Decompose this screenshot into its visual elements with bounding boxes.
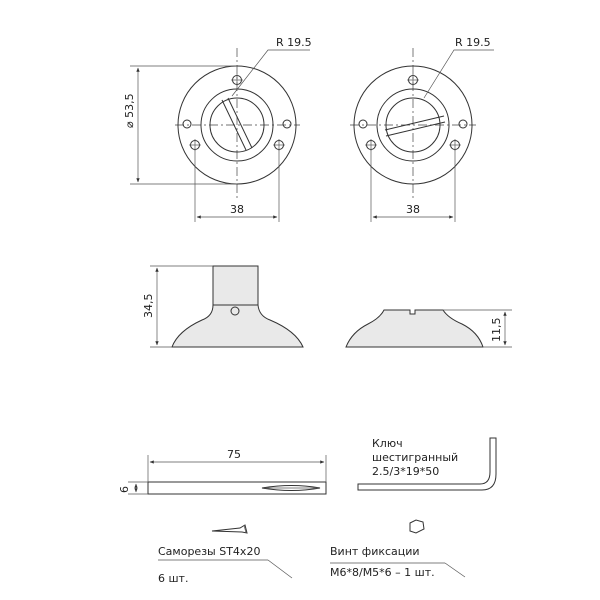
mount-hole (273, 139, 285, 151)
setscrew-spec: M6*8/M5*6 – 1 шт. (330, 566, 435, 579)
flange-top-view-right (350, 36, 494, 222)
mount-hole (189, 139, 201, 151)
screws-label: Саморезы ST4x20 (158, 545, 261, 558)
mount-hole (365, 139, 377, 151)
key-label-line3: 2.5/3*19*50 (372, 465, 440, 478)
hole-spacing-label-right: 38 (406, 203, 420, 216)
length-label: 75 (227, 448, 241, 461)
diameter-label: ⌀ 53,5 (123, 93, 136, 128)
thickness-label: 6 (118, 486, 131, 493)
key-label-line2: шестигранный (372, 451, 459, 464)
tube-part (118, 448, 326, 494)
flange-side-view-right (346, 310, 512, 347)
flange-height-label: 11,5 (490, 317, 503, 342)
mount-hole (449, 139, 461, 151)
key-label-line1: Ключ (372, 437, 403, 450)
setscrew-part (330, 520, 465, 579)
screw-part (158, 525, 292, 585)
hex-key (358, 437, 496, 490)
setscrew-label: Винт фиксации (330, 545, 420, 558)
mount-hole (407, 74, 419, 86)
flange-side-view-left (142, 266, 303, 347)
radius-label-right: R 19.5 (455, 36, 491, 49)
screws-count: 6 шт. (158, 572, 189, 585)
height-label: 34,5 (142, 293, 155, 318)
hole-spacing-label-left: 38 (230, 203, 244, 216)
flange-top-view-left (123, 36, 312, 222)
radius-label-left: R 19.5 (276, 36, 312, 49)
